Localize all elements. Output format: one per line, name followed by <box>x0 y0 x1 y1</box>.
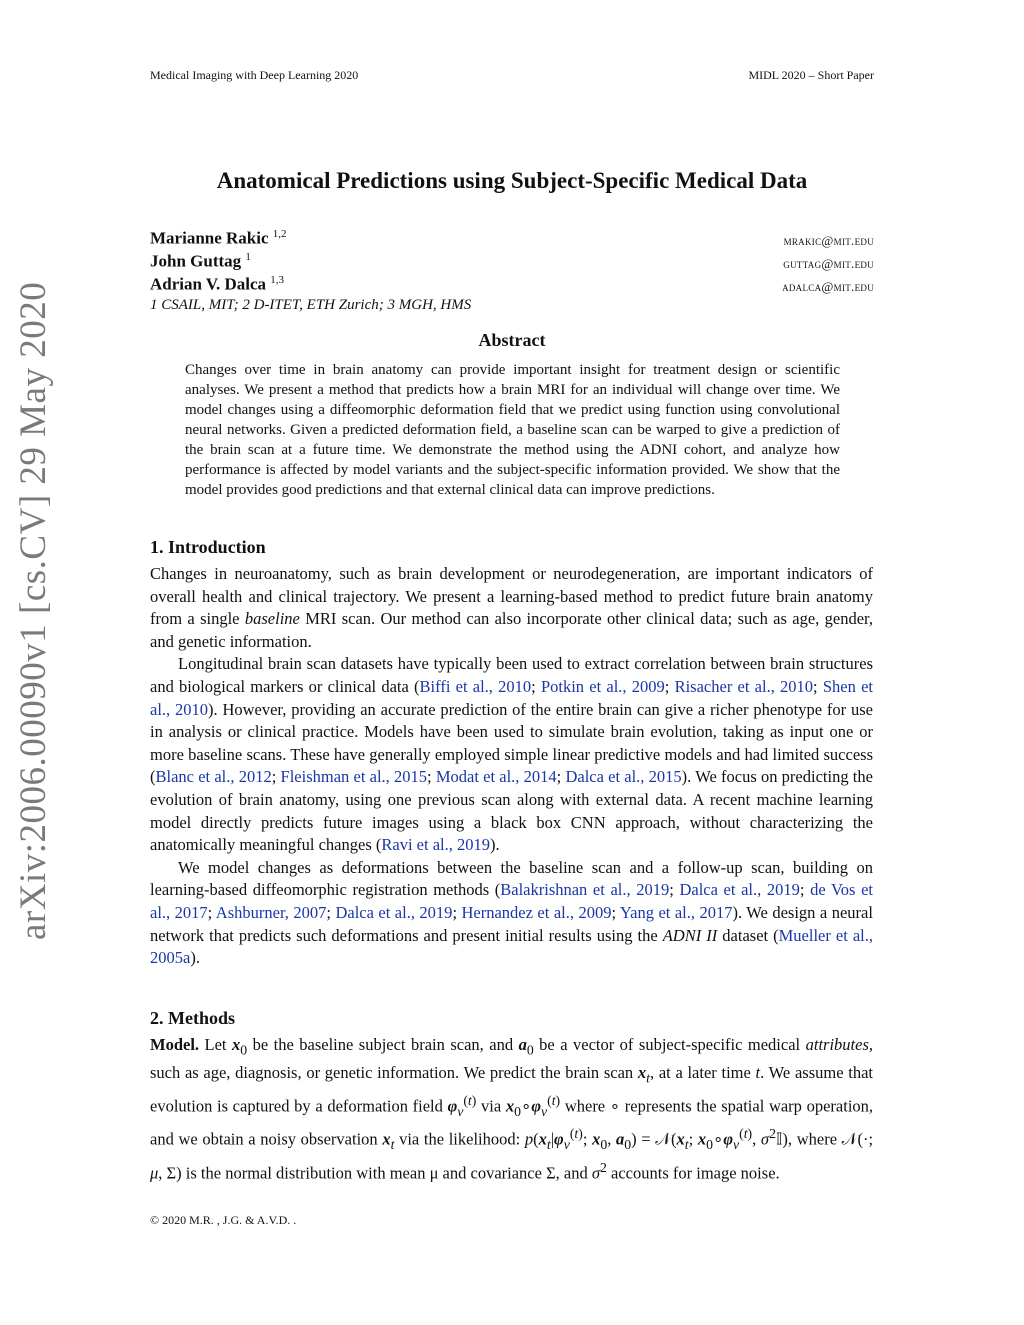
paragraph-label: Model. <box>150 1035 200 1054</box>
abstract-text: Changes over time in brain anatomy can provide important insight for treatment design or scientific analyses. We present a method that predicts how a brain MRI for an individual will change over time. We model changes using a diffeomorphic deformation field that we predict using function using convolutional neural networks. Given a predicted deformation field, a baseline scan can be warped to give a prediction of the brain scan at a future time. We demonstrate the method using the ADNI cohort, and analyze how performance is affected by model variants and the subject-specific information provided. We show that the model provides good predictions and that external clinical data can improve predictions. <box>185 362 840 498</box>
citation-link[interactable]: Mueller et al., 2005a <box>150 925 874 968</box>
author-email[interactable]: mrakic@mit.edu <box>783 233 874 248</box>
author-email[interactable]: adalca@mit.edu <box>782 279 874 294</box>
citation-link[interactable]: Dalca et al., 2019 <box>335 902 453 922</box>
paragraph: Model. Let $x_0$ be the baseline subject brain scan, and $a_0$ be a vector of subject-specific medical attributes, such as age, diagnosis, or genetic information. We predict the brain scan $x_t$, at a later time t. We assume that evolution is captured by a deformation field $\varphi_v^{(t)}$ via $x_0\circ\varphi_v^{(t)}$ where ∘ represents the spatial warp operation, and we obtain a noisy observation $x_t$ via the likelihood: $p(x_t|\varphi_v^{(t)}$; $x_0$, $a_0$) = $𝒩(x_t$; $x_0\circ\varphi_v^{(t)}$, $\sigma^2𝕀$), where 𝒩(·; μ, Σ) is the normal distribution with mean μ and covariance Σ, and $\sigma^2$ accounts for image noise. <box>150 1035 874 1183</box>
author-email[interactable]: guttag@mit.edu <box>783 256 874 271</box>
paper-title: Anatomical Predictions using Subject-Specific Medical Data <box>216 168 808 193</box>
citation-link[interactable]: Dalca et al., 2015 <box>565 767 682 787</box>
abstract-heading: Abstract <box>478 330 546 350</box>
author-name: John Guttag $^1$ <box>150 251 251 271</box>
citation-link[interactable]: Risacher et al., 2010 <box>674 676 814 696</box>
citation-link[interactable]: Hernandez et al., 2009 <box>461 902 612 922</box>
citation-link[interactable]: Ashburner, 2007 <box>215 902 327 922</box>
author-name: Adrian V. Dalca $^{1,3}$ <box>150 274 285 294</box>
citation-link[interactable]: Ravi et al., 2019 <box>381 835 490 855</box>
author-name: Marianne Rakic $^{1,2}$ <box>150 228 287 248</box>
methods-body <box>150 1034 873 1185</box>
running-header-right: MIDL 2020 – Short Paper <box>748 68 874 82</box>
paragraph: We model changes as deformations between the baseline scan and a follow-up scan, building on learning-based diffeomorphic registration methods (Balakrishnan et al., 2019; Dalca et al., 2019; de Vos et al., 2017; Ashburner, 2007; Dalca et al., 2019; Hernandez et al., 2009; Yang et al., 2017). We design a neural network that predicts such deformations and present initial results using the ADNI II dataset (Mueller et al., 2005a). <box>150 857 874 968</box>
citation-link[interactable]: de Vos et al., 2017 <box>150 880 873 922</box>
citation-link[interactable]: Shen et al., 2010 <box>150 676 873 719</box>
copyright-footer: © 2020 M.R. , J.G. & A.V.D. . <box>150 1213 297 1227</box>
paragraph: Changes in neuroanatomy, such as brain development or neurodegeneration, are important indicators of overall health and clinical trajectory. We present a learning-based method to predict future brain anatomy from a single baseline MRI scan. Our method can also incorporate other clinical data; such as age, gender, and genetic information. <box>150 564 873 651</box>
paragraph: Longitudinal brain scan datasets have typically been used to extract correlation between brain structures and biological markers or clinical data (Biffi et al., 2010; Potkin et al., 2009; Risacher et al., 2010; Shen et al., 2010). However, providing an accurate prediction of the entire brain can give a richer phenotype for use in analysis or clinical practice. Models have been used to simulate brain evolution, taking as input one or more baseline scans. These have generally employed simple linear predictive models and had limited success (Blanc et al., 2012; Fleishman et al., 2015; Modat et al., 2014; Dalca et al., 2015). We focus on predicting the evolution of brain anatomy, using one previous scan along with external data. A recent machine learning model directly predicts future images using a black box CNN approach, without characterizing the anatomically meaningful changes (Ravi et al., 2019). <box>150 654 873 855</box>
citation-link[interactable]: Blanc et al., 2012 <box>155 767 272 787</box>
section-heading-methods: 2. Methods <box>150 1008 235 1028</box>
introduction-body <box>150 563 873 970</box>
citation-link[interactable]: Dalca et al., 2019 <box>679 880 800 900</box>
section-heading-introduction: 1. Introduction <box>150 537 266 557</box>
citation-link[interactable]: Potkin et al., 2009 <box>540 676 665 696</box>
citation-link[interactable]: Fleishman et al., 2015 <box>280 767 428 787</box>
arxiv-stamp: arXiv:2006.00090v1 [cs.CV] 29 May 2020 <box>13 281 54 940</box>
running-header-left: Medical Imaging with Deep Learning 2020 <box>150 68 359 82</box>
citation-link[interactable]: Biffi et al., 2010 <box>419 676 532 696</box>
citation-link[interactable]: Balakrishnan et al., 2019 <box>500 880 670 900</box>
citation-link[interactable]: Yang et al., 2017 <box>619 902 733 922</box>
citation-link[interactable]: Modat et al., 2014 <box>435 767 557 787</box>
affiliations: 1 CSAIL, MIT; 2 D-ITET, ETH Zurich; 3 MGH, HMS <box>150 297 472 313</box>
